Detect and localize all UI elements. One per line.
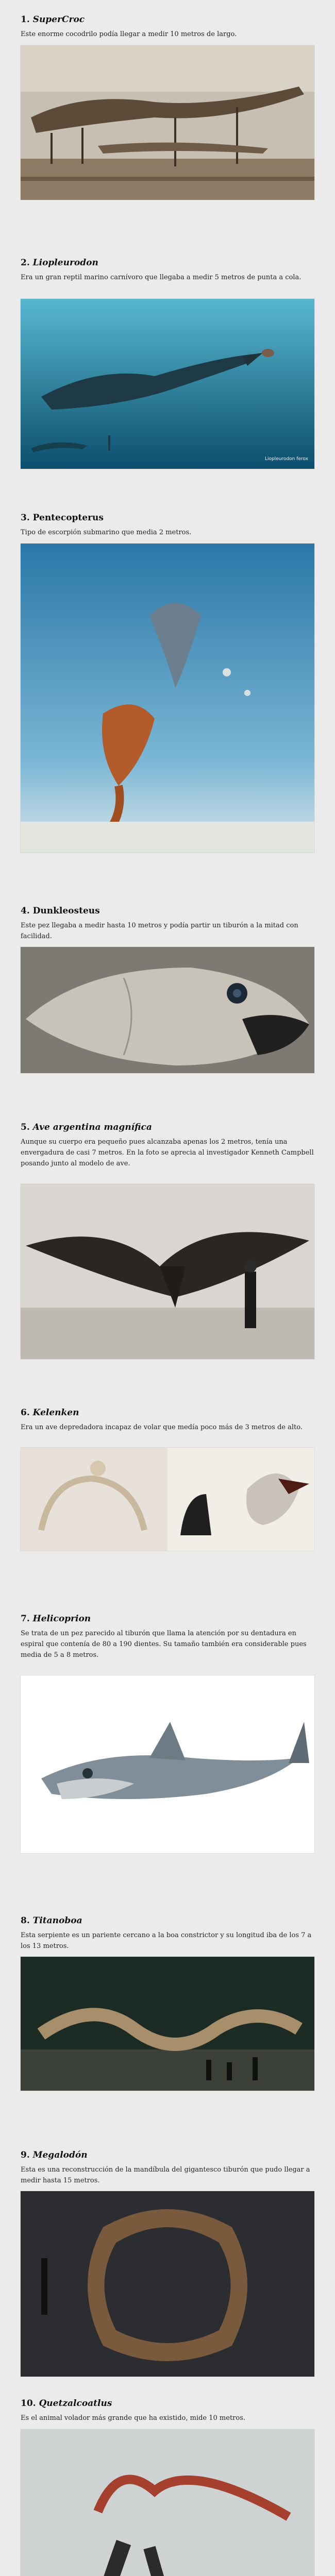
item-heading: [21, 906, 314, 916]
liopleurodon-image: [21, 299, 314, 469]
item-heading: [21, 258, 314, 268]
item-number: 5.: [21, 1122, 30, 1132]
kelenken-image: [21, 1448, 314, 1551]
item-description: Aunque su cuerpo era pequeño pues alcanzaba apenas los 2 metros, tenía una envergadura de casi 7 metros. En la foto se aprecia al investigador Kenneth Campbell posando junto al modelo de ave.: [21, 1138, 314, 1167]
item-name: Dunkleosteus: [32, 906, 100, 916]
item-heading: [21, 2398, 314, 2409]
item-liopleurodon: [21, 258, 314, 462]
item-megalodon: [21, 2150, 314, 2186]
item-description: Este enorme cocodrilo podía llegar a medir 10 metros de largo.: [21, 30, 237, 38]
item-number: 4.: [21, 906, 30, 916]
item-description: Se trata de un pez parecido al tiburón que llama la atención por su dentadura en espiral que contenía de 80 a 190 dientes. Su tamaño también era considerable pues media de 5 a 8 metros.: [21, 1630, 307, 1659]
quetzalcoatlus-image: [21, 2429, 314, 2576]
item-number: 7.: [21, 1614, 30, 1624]
item-name: Megalodón: [32, 2150, 88, 2160]
item-ave-argentina: [21, 1122, 314, 1169]
item-number: 3.: [21, 513, 30, 523]
item-name: SuperCroc: [32, 14, 85, 25]
item-description: Era un ave depredadora incapaz de volar que medía poco más de 3 metros de alto.: [21, 1423, 303, 1431]
item-number: 10.: [21, 2398, 36, 2409]
argentavis-image: [21, 1184, 314, 1359]
item-number: 8.: [21, 1916, 30, 1926]
titanoboa-image: [21, 1957, 314, 2091]
item-description: Este pez llegaba a medir hasta 10 metros y podía partir un tiburón a la mitad con facilidad.: [21, 922, 298, 940]
item-description: Es el animal volador más grande que ha existido, mide 10 metros.: [21, 2414, 246, 2422]
item-number: 1.: [21, 14, 30, 25]
item-description: Esta serpiente es un pariente cercano a la boa constrictor y su longitud iba de los 7 a los 13 metros.: [21, 1931, 312, 1950]
item-name: Ave argentina magnífica: [32, 1122, 152, 1132]
item-dunkleosteus: [21, 906, 314, 942]
item-number: 9.: [21, 2150, 30, 2160]
item-name: Helicoprion: [32, 1614, 91, 1624]
item-name: Kelenken: [32, 1408, 79, 1418]
item-heading: [21, 1408, 314, 1418]
pentecopterus-image: [21, 544, 314, 853]
item-name: Liopleurodon: [32, 258, 98, 268]
item-quetzalcoatlus: [21, 2398, 314, 2424]
item-kelenken: [21, 1408, 314, 1433]
item-pentecopterus: [21, 513, 314, 538]
item-heading: [21, 513, 314, 523]
supercroc-image: [21, 45, 314, 200]
item-titanoboa: [21, 1916, 314, 1952]
helicoprion-image: [21, 1675, 314, 1853]
item-description: Esta es una reconstrucción de la mandíbula del gigantesco tiburón que pudo llegar a medir hasta 15 metros.: [21, 2166, 310, 2184]
item-heading: [21, 1916, 314, 1926]
item-name: Quetzalcoatlus: [39, 2398, 112, 2409]
item-description: Era un gran reptil marino carnívoro que llegaba a medir 5 metros de punta a cola.: [21, 274, 301, 281]
item-superCroc: [21, 14, 314, 40]
item-name: Pentecopterus: [32, 513, 104, 523]
item-name: Titanoboa: [32, 1916, 82, 1926]
item-description: Tipo de escorpión submarino que media 2 metros.: [21, 529, 192, 536]
megalodon-image: [21, 2191, 314, 2377]
item-heading: [21, 1122, 314, 1132]
dunkleosteus-image: [21, 947, 314, 1073]
item-heading: [21, 1614, 314, 1624]
item-helicoprion: [21, 1614, 314, 1660]
item-number: 2.: [21, 258, 30, 268]
image-caption: Liopleurodon ferox: [264, 456, 308, 462]
item-heading: [21, 14, 314, 25]
item-heading: [21, 2150, 314, 2160]
item-number: 6.: [21, 1408, 30, 1418]
